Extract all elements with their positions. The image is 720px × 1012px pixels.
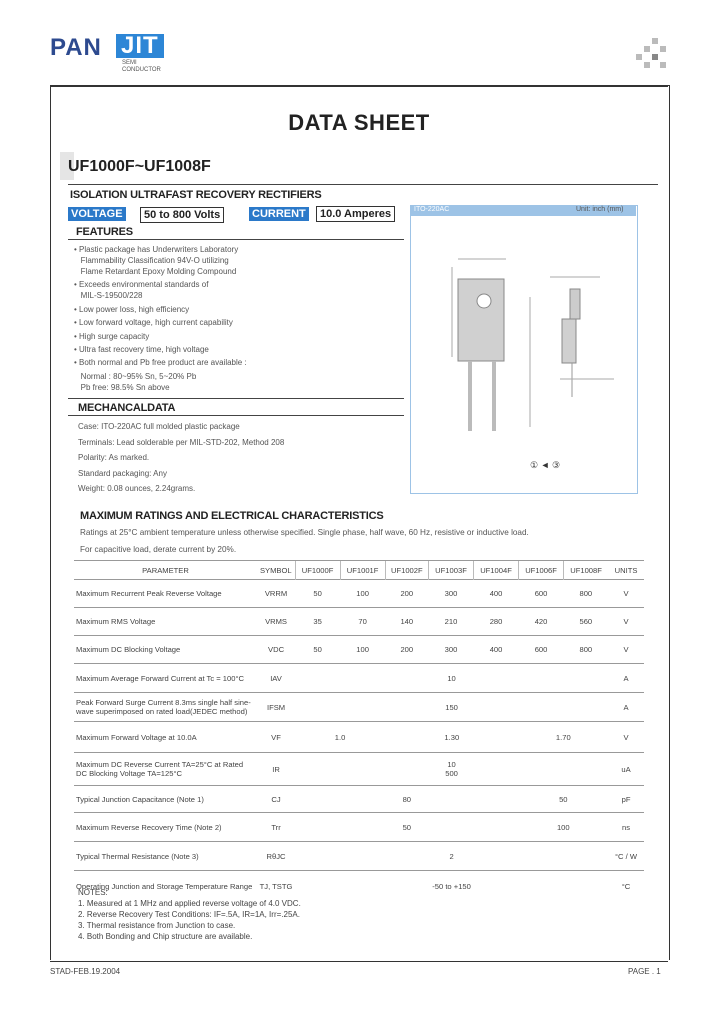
value-cell: 300 [429,636,474,664]
value-cell: 200 [385,636,428,664]
divider [68,415,404,416]
value-cell [295,753,608,786]
value-cell: 50 [295,813,518,842]
ratings-note: Ratings at 25°C ambient temperature unless otherwise specified. Single phase, half wave, 60 Hz, resistive or inductive load. [80,528,529,537]
value-cell: 800 [564,580,609,608]
feature-item: • Low power loss, high efficiency [74,304,190,314]
feature-item: • Exceeds environmental standards of [74,280,209,290]
voltage-value: 50 to 800 Volts [140,207,224,223]
value-cell: 280 [474,608,519,636]
mechanical-item: Terminals: Lead solderable per MIL-STD-202, Method 208 [78,437,285,447]
notes-list [78,898,301,942]
table-header-cell: UF1003F [429,561,474,580]
mechanical-item: Case: ITO-220AC full molded plastic package [78,422,240,431]
value-cell: 100 [340,580,385,608]
feature-item: • Both normal and Pb free product are available : [74,358,247,368]
symbol-cell: VRMS [257,608,295,636]
symbol-cell: Trr [257,813,295,842]
value-cell: 400 [474,636,519,664]
logo-tagline [122,60,182,74]
unit-cell: ns [608,813,644,842]
table-row [74,693,644,722]
corner-dots-icon [636,38,668,70]
unit-cell: V [608,580,644,608]
param-cell: Maximum Reverse Recovery Time (Note 2) [74,813,257,842]
logo-jit: JIT [116,34,164,58]
current-label: CURRENT [249,207,309,221]
unit-cell: pF [608,786,644,813]
product-subtitle: ISOLATION ULTRAFAST RECOVERY RECTIFIERS [70,189,322,201]
table-row [74,580,644,608]
table-header-cell: SYMBOL [257,561,295,580]
note-item: 3. Thermal resistance from Junction to case. [78,921,236,930]
param-cell: Maximum RMS Voltage [74,608,257,636]
value-cell: 600 [519,636,564,664]
feature-item: Normal : 80~95% Sn, 5~20% Pb [74,371,197,381]
value-cell: 50 [295,636,340,664]
pin-legend: ① ◄ ③ [530,460,561,470]
table-row [74,786,644,813]
symbol-cell: IAV [257,664,295,693]
value-cell [295,693,608,722]
page-title: DATA SHEET [288,110,430,135]
unit-cell: A [608,693,644,722]
param-cell: Maximum DC Blocking Voltage [74,636,257,664]
package-unit: Unit: inch (mm) [576,206,624,213]
feature-item: • Ultra fast recovery time, high voltage [74,344,209,354]
unit-cell: uA [608,753,644,786]
logo-tag-semi: SEMI [122,60,137,66]
symbol-cell: CJ [257,786,295,813]
features-list [74,244,404,393]
table-header-cell: UF1002F [385,561,428,580]
feature-item: Pb free: 98.5% Sn above [74,382,170,392]
table-header-cell: PARAMETER [74,561,257,580]
value-cell: 210 [429,608,474,636]
note-item: 2. Reverse Recovery Test Conditions: IF=.5A, IR=1A, Irr=.25A. [78,910,300,919]
voltage-label: VOLTAGE [68,207,126,221]
value-cell: 35 [295,608,340,636]
value-cell: 100 [519,813,609,842]
notes-block [78,887,301,942]
notes-heading: NOTES: [78,888,108,897]
value-text: 10 [447,760,456,769]
table-row [74,636,644,664]
features-heading: FEATURES [76,226,133,238]
unit-cell: °C / W [608,842,644,871]
value-cell [295,842,608,871]
note-item: 1. Measured at 1 MHz and applied reverse voltage of 4.0 VDC. [78,899,301,908]
feature-item: MIL-S-19500/228 [74,291,143,301]
unit-cell: V [608,722,644,753]
package-name: ITO-220AC [414,206,450,213]
current-value: 10.0 Amperes [316,206,395,222]
table-header-row [74,561,644,580]
value-cell: 80 [295,786,518,813]
ratings-table [74,560,644,901]
unit-cell: V [608,608,644,636]
unit-cell: V [608,636,644,664]
divider [68,398,404,399]
part-number: UF1000F~UF1008F [68,158,211,175]
table-row [74,722,644,753]
param-cell: Typical Junction Capacitance (Note 1) [74,786,257,813]
value-cell: 140 [385,608,428,636]
table-header-cell: UF1006F [519,561,564,580]
footer-date: STAD-FEB.19.2004 [50,967,121,976]
value-cell: 1.70 [519,722,609,753]
unit-cell: °C [608,871,644,902]
symbol-cell: VRRM [257,580,295,608]
table-row [74,664,644,693]
value-text: 10 [447,673,456,683]
feature-item: • Low forward voltage, high current capability [74,318,233,328]
value-cell [295,871,608,902]
value-cell: 420 [519,608,564,636]
symbol-cell: VF [257,722,295,753]
value-cell: 1.0 [295,722,385,753]
mechanical-heading: MECHANCALDATA [78,402,176,414]
value-cell: 300 [429,580,474,608]
unit-cell: A [608,664,644,693]
footer-page: PAGE . 1 [628,967,661,976]
logo-pan: PAN [50,34,102,61]
value-cell: 70 [340,608,385,636]
value-cell: 200 [385,580,428,608]
param-cell: Operating Junction and Storage Temperature Range [74,871,257,902]
value-text: 2 [449,851,454,861]
value-text: -50 to +150 [432,881,471,891]
note-item: 4. Both Bonding and Chip structure are available. [78,932,253,941]
value-cell [295,664,608,693]
param-cell: Maximum DC Reverse Current TA=25°C at Rated DC Blocking Voltage TA=125°C [74,753,257,786]
ratings-heading: MAXIMUM RATINGS AND ELECTRICAL CHARACTERISTICS [80,510,384,522]
mechanical-list [78,419,404,497]
table-header-cell: UNITS [608,561,644,580]
table-row [74,813,644,842]
symbol-cell: IR [257,753,295,786]
mechanical-item: Standard packaging: Any [78,468,167,478]
ratings-note-capacitive: For capacitive load, derate current by 20%. [80,545,237,554]
symbol-cell: VDC [257,636,295,664]
value-cell: 560 [564,608,609,636]
table-header-cell: UF1008F [564,561,609,580]
logo-tag-conductor: CONDUCTOR [122,67,161,73]
package-outline-svg [410,217,636,491]
divider [68,239,404,240]
value-cell: 1.30 [385,722,518,753]
mechanical-item: Polarity: As marked. [78,453,150,462]
param-cell: Typical Thermal Resistance (Note 3) [74,842,257,871]
table-row [74,608,644,636]
symbol-cell: RθJC [257,842,295,871]
mechanical-item: Weight: 0.08 ounces, 2.24grams. [78,484,196,493]
footer-rule [50,961,668,962]
symbol-cell: TJ, TSTG [257,871,295,902]
value-cell: 600 [519,580,564,608]
table-header-cell: UF1001F [340,561,385,580]
value-cell: 800 [564,636,609,664]
value-cell: 400 [474,580,519,608]
param-cell: Maximum Recurrent Peak Reverse Voltage [74,580,257,608]
feature-item: Flammability Classification 94V-O utilizing [74,256,229,265]
param-cell: Maximum Forward Voltage at 10.0A [74,722,257,753]
param-cell: Maximum Average Forward Current at Tc = 100°C [74,664,257,693]
value-cell: 100 [340,636,385,664]
feature-item: • High surge capacity [74,331,150,341]
value-text: 150 [445,702,458,712]
table-header-cell: UF1000F [295,561,340,580]
symbol-cell: IFSM [257,693,295,722]
divider [68,184,658,185]
value-cell: 50 [519,786,609,813]
feature-item: • Plastic package has Underwriters Laboratory [74,245,239,254]
table-row [74,753,644,786]
feature-item: Flame Retardant Epoxy Molding Compound [74,267,237,276]
frame-top-rule [50,85,668,87]
table-row [74,842,644,871]
table-header-cell: UF1004F [474,561,519,580]
value-cell: 50 [295,580,340,608]
param-cell: Peak Forward Surge Current 8.3ms single half sine-wave superimposed on rated load(JEDEC method) [74,693,257,722]
value-text: 500 [445,769,458,778]
